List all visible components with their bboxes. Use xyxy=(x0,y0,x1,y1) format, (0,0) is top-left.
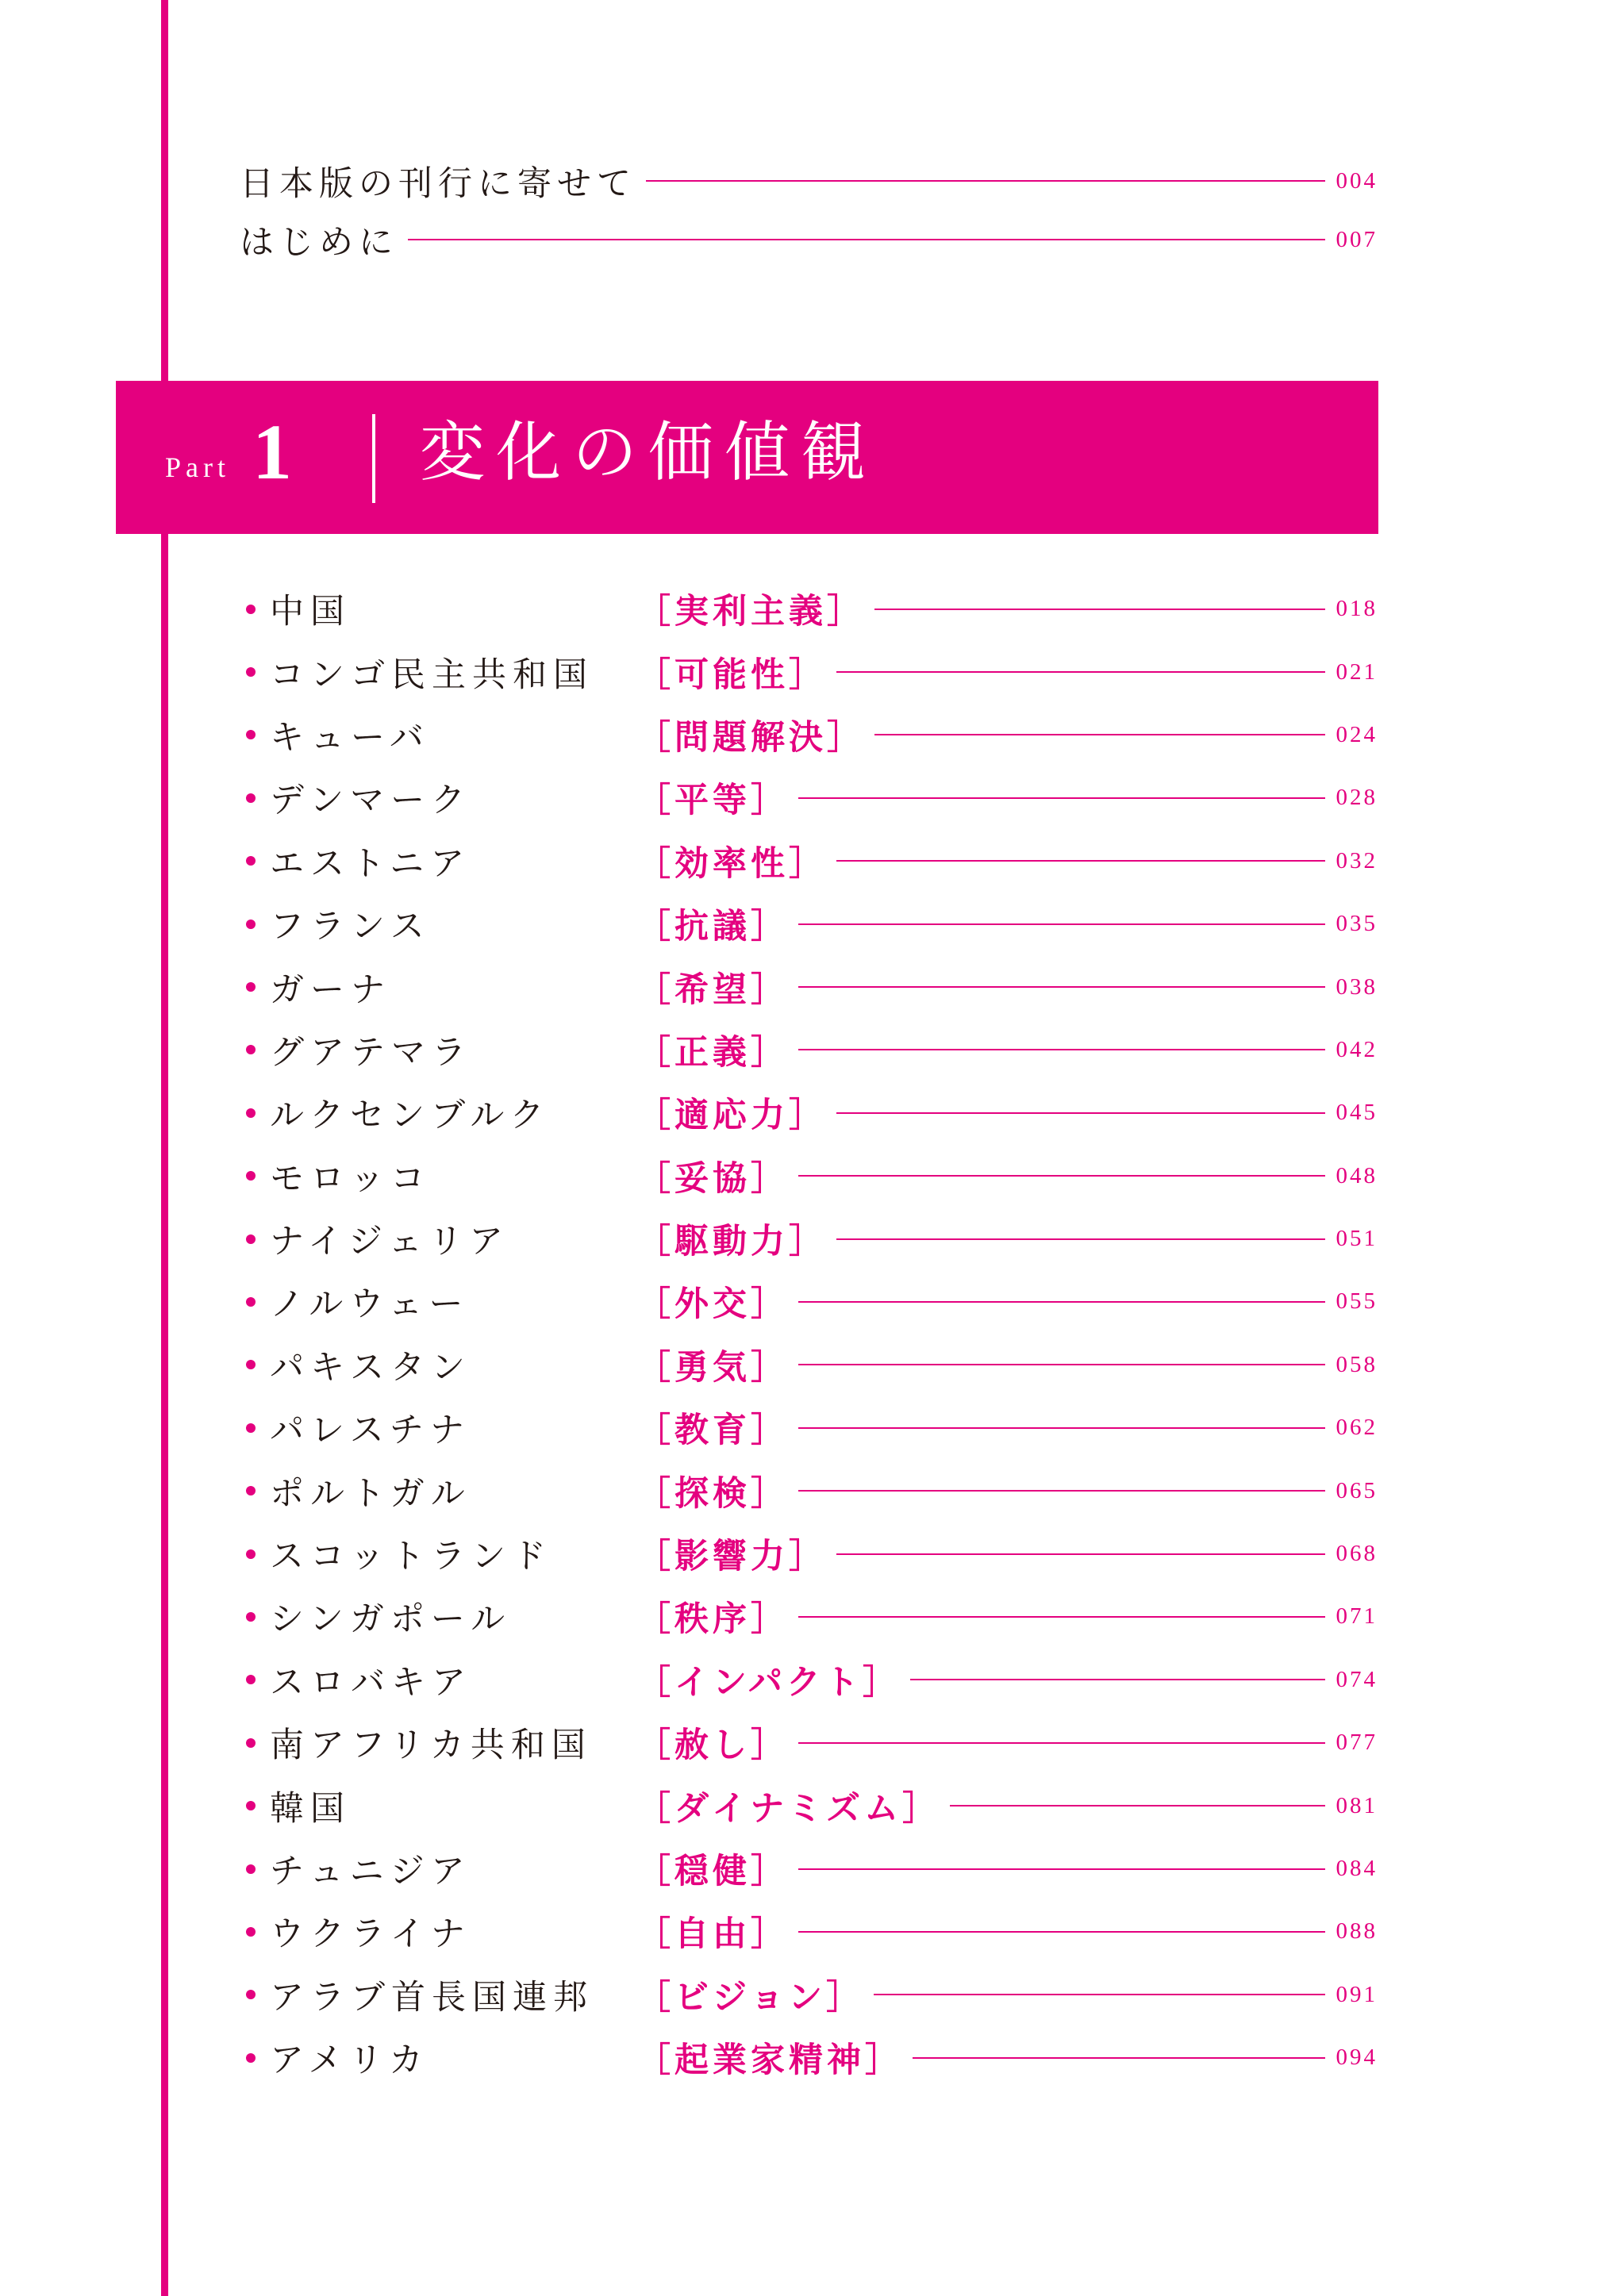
chapter-value: ［希望］ xyxy=(636,969,789,1010)
chapter-value: ［勇気］ xyxy=(636,1347,789,1388)
bullet-icon xyxy=(246,1801,256,1810)
chapter-country: ポルトガル xyxy=(270,1473,471,1514)
chapter-value: ［探検］ xyxy=(636,1473,789,1514)
chapter-entry[interactable] xyxy=(246,1900,1378,1963)
chapter-country: 南アフリカ共和国 xyxy=(270,1726,592,1766)
vertical-accent-line xyxy=(161,0,168,2296)
chapter-page: 045 xyxy=(1336,1100,1378,1126)
bullet-icon xyxy=(246,1549,256,1559)
chapter-country: グアテマラ xyxy=(270,1032,472,1073)
bullet-icon xyxy=(246,1612,256,1622)
chapter-entry[interactable] xyxy=(246,1649,1378,1711)
chapter-value: ［可能性］ xyxy=(636,655,827,695)
leader-line xyxy=(798,797,1325,799)
leader-line xyxy=(798,1364,1325,1365)
bullet-icon xyxy=(246,1864,256,1874)
chapter-page: 055 xyxy=(1336,1288,1378,1315)
leader-line xyxy=(874,1994,1324,1995)
chapter-page: 065 xyxy=(1336,1477,1378,1503)
chapter-page: 071 xyxy=(1336,1603,1378,1630)
leader-line xyxy=(798,1868,1325,1870)
chapter-country: パキスタン xyxy=(270,1347,472,1388)
chapter-entry[interactable] xyxy=(246,1270,1378,1333)
chapter-entry[interactable] xyxy=(246,704,1378,766)
part-label: Part xyxy=(165,451,230,483)
chapter-value: ［実利主義］ xyxy=(636,592,865,632)
chapter-value: ［インパクト］ xyxy=(636,1662,901,1703)
chapter-value: ［抗議］ xyxy=(636,907,789,947)
chapter-page: 094 xyxy=(1336,2045,1378,2071)
bullet-icon xyxy=(246,1738,256,1748)
chapter-country: ガーナ xyxy=(270,969,391,1010)
chapter-value: ［穏健］ xyxy=(636,1852,789,1891)
chapter-entry[interactable] xyxy=(246,1081,1378,1144)
chapter-country: シンガポール xyxy=(270,1599,512,1640)
chapter-entry[interactable] xyxy=(246,1145,1378,1208)
chapter-country: スロバキア xyxy=(270,1662,472,1703)
chapter-value: ［ビジョン］ xyxy=(636,1977,865,2018)
chapter-page: 077 xyxy=(1336,1730,1378,1756)
chapter-country: アラブ首長国連邦 xyxy=(270,1977,594,2018)
chapter-entry[interactable] xyxy=(246,578,1378,640)
chapter-page: 032 xyxy=(1336,847,1378,873)
intro-entry[interactable] xyxy=(240,157,1378,205)
chapter-value: ［教育］ xyxy=(636,1411,789,1451)
chapter-value: ［正義］ xyxy=(636,1032,789,1073)
bullet-icon xyxy=(246,1423,256,1433)
chapter-entry[interactable] xyxy=(246,2026,1378,2089)
chapter-page: 035 xyxy=(1336,911,1378,937)
bullet-icon xyxy=(246,1486,256,1495)
chapter-page: 084 xyxy=(1336,1856,1378,1881)
chapter-entry[interactable] xyxy=(246,1774,1378,1837)
chapter-entry[interactable] xyxy=(246,1459,1378,1522)
leader-line xyxy=(836,1553,1325,1555)
chapter-value: ［起業家精神］ xyxy=(636,2041,903,2081)
leader-line xyxy=(798,1049,1325,1050)
chapter-page: 051 xyxy=(1336,1226,1378,1252)
chapter-page: 042 xyxy=(1336,1036,1378,1062)
leader-line xyxy=(798,923,1325,925)
chapter-country: ノルウェー xyxy=(270,1284,470,1325)
chapter-page: 074 xyxy=(1336,1666,1378,1692)
chapter-country: チュニジア xyxy=(270,1852,471,1891)
part-banner xyxy=(116,381,1378,534)
bullet-icon xyxy=(246,605,256,614)
chapter-country: ルクセンブルク xyxy=(270,1096,551,1136)
bullet-icon xyxy=(246,1360,256,1369)
bullet-icon xyxy=(246,1171,256,1181)
chapter-value: ［秩序］ xyxy=(636,1599,789,1640)
bullet-icon xyxy=(246,793,256,803)
chapter-page: 091 xyxy=(1336,1981,1378,2007)
leader-line xyxy=(836,1112,1325,1114)
bullet-icon xyxy=(246,730,256,739)
chapter-country: フランス xyxy=(270,907,431,947)
chapter-country: ウクライナ xyxy=(270,1914,471,1955)
leader-line xyxy=(950,1805,1324,1806)
leader-line xyxy=(798,986,1325,988)
chapter-entry[interactable] xyxy=(246,1964,1378,2026)
chapter-entry[interactable] xyxy=(246,1396,1378,1459)
bullet-icon xyxy=(246,920,256,929)
part-divider xyxy=(372,414,375,503)
leader-line xyxy=(836,1238,1325,1240)
leader-line xyxy=(798,1616,1325,1618)
chapter-country: 韓国 xyxy=(270,1788,351,1829)
chapter-country: コンゴ民主共和国 xyxy=(270,655,594,695)
bullet-icon xyxy=(246,1108,256,1118)
chapter-entry[interactable] xyxy=(246,1208,1378,1270)
chapter-page: 062 xyxy=(1336,1415,1378,1441)
intro-entry-title: はじめに xyxy=(240,222,398,263)
chapter-country: スコットランド xyxy=(270,1537,553,1577)
chapter-entry[interactable] xyxy=(246,640,1378,703)
leader-line xyxy=(798,1742,1325,1744)
leader-line xyxy=(798,1427,1325,1429)
bullet-icon xyxy=(246,667,256,677)
leader-line xyxy=(874,609,1325,610)
chapter-page: 048 xyxy=(1336,1162,1378,1188)
intro-entry-title: 日本版の刊行に寄せて xyxy=(240,163,636,204)
leader-line xyxy=(836,860,1325,862)
part-title: 変化の価値観 xyxy=(420,415,878,490)
bullet-icon xyxy=(246,982,256,992)
chapter-page: 088 xyxy=(1336,1918,1378,1945)
intro-entry-page: 007 xyxy=(1336,226,1378,252)
chapter-entry[interactable] xyxy=(246,1585,1378,1648)
bullet-icon xyxy=(246,1990,256,1999)
bullet-icon xyxy=(246,1675,256,1684)
chapter-country: デンマーク xyxy=(270,781,472,821)
chapter-country: モロッコ xyxy=(270,1158,432,1199)
chapter-value: ［効率性］ xyxy=(636,843,827,884)
leader-line xyxy=(798,1175,1325,1177)
chapter-entry[interactable] xyxy=(246,893,1378,955)
chapter-country: キューバ xyxy=(270,717,430,758)
bullet-icon xyxy=(246,1234,256,1244)
leader-line xyxy=(408,239,1325,240)
chapter-value: ［駆動力］ xyxy=(636,1222,827,1262)
chapter-page: 018 xyxy=(1336,596,1378,622)
chapter-entry[interactable] xyxy=(246,830,1378,893)
chapter-page: 058 xyxy=(1336,1351,1378,1377)
chapter-page: 024 xyxy=(1336,721,1378,747)
chapter-value: ［自由］ xyxy=(636,1914,789,1955)
bullet-icon xyxy=(246,856,256,866)
chapter-page: 068 xyxy=(1336,1541,1378,1567)
bullet-icon xyxy=(246,1045,256,1054)
bullet-icon xyxy=(246,2053,256,2063)
intro-entry-page: 004 xyxy=(1336,167,1378,194)
chapter-entry[interactable] xyxy=(246,1711,1378,1774)
chapter-country: エストニア xyxy=(270,843,471,884)
leader-line xyxy=(646,180,1325,182)
chapter-country: ナイジェリア xyxy=(270,1222,510,1262)
leader-line xyxy=(798,1301,1325,1303)
chapter-value: ［平等］ xyxy=(636,781,789,821)
chapter-entry[interactable] xyxy=(246,1019,1378,1081)
intro-entry[interactable] xyxy=(240,216,1378,263)
chapter-value: ［適応力］ xyxy=(636,1096,827,1136)
chapter-entry[interactable] xyxy=(246,1334,1378,1396)
part-number: 1 xyxy=(252,408,292,496)
chapter-page: 081 xyxy=(1336,1792,1378,1818)
chapter-value: ［ダイナミズム］ xyxy=(636,1788,941,1829)
leader-line xyxy=(874,734,1325,735)
chapter-entry[interactable] xyxy=(246,1837,1378,1900)
chapter-value: ［妥協］ xyxy=(636,1158,789,1199)
leader-line xyxy=(836,671,1325,673)
chapter-page: 028 xyxy=(1336,785,1378,811)
chapter-value: ［影響力］ xyxy=(636,1537,827,1577)
leader-line xyxy=(913,2057,1325,2059)
chapter-value: ［問題解決］ xyxy=(636,717,865,758)
chapter-value: ［外交］ xyxy=(636,1284,789,1325)
leader-line xyxy=(798,1931,1325,1933)
bullet-icon xyxy=(246,1297,256,1307)
chapter-value: ［赦し］ xyxy=(636,1726,789,1766)
chapter-country: アメリカ xyxy=(270,2041,429,2081)
chapter-country: パレスチナ xyxy=(270,1411,471,1451)
bullet-icon xyxy=(246,1927,256,1937)
chapter-country: 中国 xyxy=(270,592,351,632)
chapter-page: 021 xyxy=(1336,658,1378,685)
leader-line xyxy=(910,1679,1325,1680)
chapter-entry[interactable] xyxy=(246,766,1378,829)
chapter-entry[interactable] xyxy=(246,955,1378,1018)
chapter-list xyxy=(246,578,1378,2089)
leader-line xyxy=(798,1490,1325,1492)
chapter-page: 038 xyxy=(1336,973,1378,1000)
chapter-entry[interactable] xyxy=(246,1522,1378,1585)
